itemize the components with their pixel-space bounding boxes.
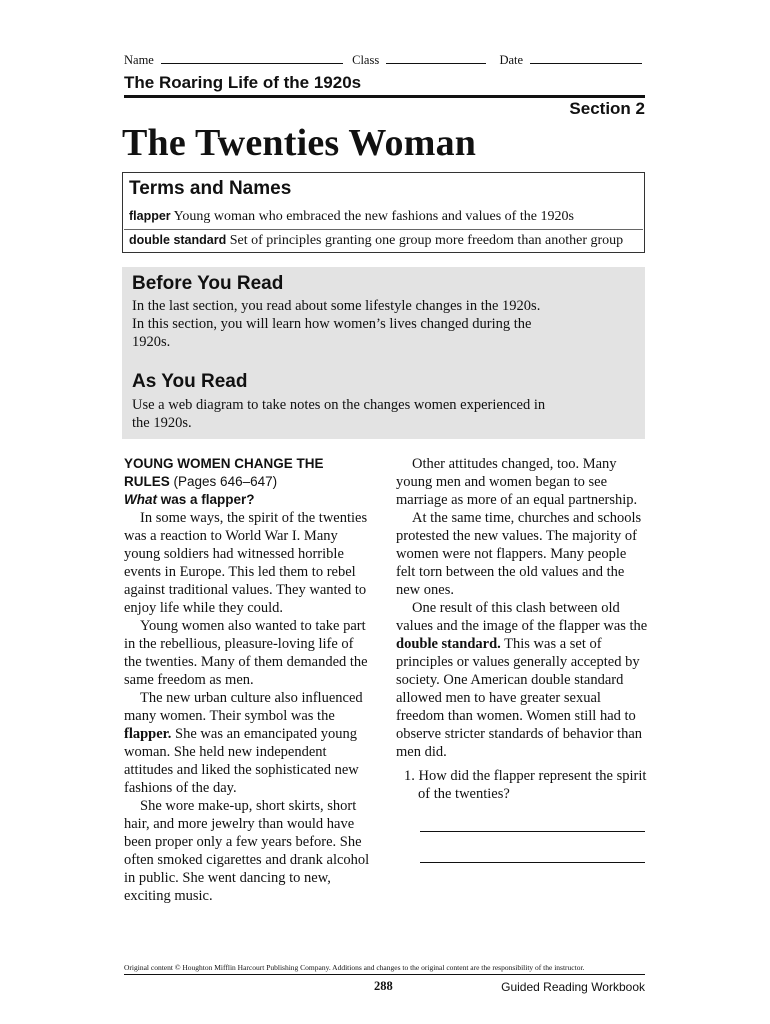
heading-line-2 — [124, 473, 374, 491]
right-column — [396, 455, 648, 803]
term-name: flapper — [129, 209, 171, 223]
unit-title: The Roaring Life of the 1920s — [124, 73, 362, 92]
footer-rule — [124, 974, 645, 975]
paragraph-text: This was a set of principles or values generally accepted by society. One American double standard allowed men to have greater sexual freedom than women. Women still had to observe stricter standards of behavior than men did. — [396, 636, 643, 760]
as-you-read-heading: As You Read — [132, 371, 248, 392]
paragraph: Young women also wanted to take part in the rebellious, pleasure-loving life of the twenties. Many of them demanded the same freedom as men. — [124, 618, 368, 688]
paragraph: She wore make-up, short skirts, short hair, and more jewelry than would have been proper only a few years before. She often smoked cigarettes and drank alcohol in public. She went dancing to new, exciting music. — [124, 798, 370, 904]
name-label: Name — [124, 53, 154, 67]
page-title: The Twenties Woman — [122, 122, 477, 164]
page-number: 288 — [374, 979, 393, 993]
paragraph: At the same time, churches and schools protested the new values. The majority of women were not flappers. Many people felt torn between the old values and the new ones. — [396, 510, 642, 598]
paragraph-text: She was an emancipated young woman. She held new independent attitudes and liked the sophisticated new fashions of the day. — [124, 726, 359, 796]
student-info-line — [124, 52, 642, 68]
paragraph — [124, 689, 374, 797]
question-text: How did the flapper represent the spirit of the twenties? — [418, 768, 647, 802]
date-label: Date — [499, 53, 524, 67]
focus-question — [124, 491, 374, 509]
heading-line: YOUNG WOMEN CHANGE THE — [124, 456, 324, 471]
term-definition: Young woman who embraced the new fashions and values of the 1920s — [173, 209, 574, 224]
question-emphasis: What — [124, 492, 157, 507]
terms-divider — [124, 229, 643, 230]
header-rule — [124, 95, 645, 98]
section-heading — [124, 455, 374, 491]
pages-reference: (Pages 646–647) — [173, 474, 278, 489]
paragraph: Other attitudes changed, too. Many young men and women began to see marriage as more of an equal partnership. — [396, 456, 638, 508]
text-line: In this section, you will learn how women’s lives changed during the — [132, 316, 532, 332]
section-label: Section 2 — [569, 99, 645, 118]
before-you-read-text — [132, 297, 572, 351]
workbook-title: Guided Reading Workbook — [501, 980, 645, 994]
term-name: double standard — [129, 233, 227, 247]
heading-word: RULES — [124, 474, 170, 489]
left-column — [124, 455, 374, 905]
paragraph: In some ways, the spirit of the twenties was a reaction to World War I. Many young soldiers had witnessed horrible events in Europe. This led them to rebel against traditional values. They wanted to enjoy life while they could. — [124, 510, 368, 616]
terms-heading: Terms and Names — [129, 178, 292, 199]
class-blank[interactable] — [386, 52, 486, 64]
term-definition: Set of principles granting one group more freedom than another group — [229, 233, 624, 248]
reading-guide-panel — [122, 267, 645, 439]
name-blank[interactable] — [161, 52, 343, 64]
key-term: flapper. — [124, 726, 172, 742]
date-blank[interactable] — [530, 52, 642, 64]
text-line: 1920s. — [132, 334, 171, 350]
before-you-read-heading: Before You Read — [132, 273, 284, 294]
text-line: the 1920s. — [132, 415, 192, 431]
answer-line[interactable] — [420, 831, 645, 832]
answer-line[interactable] — [420, 862, 645, 863]
copyright-notice: Original content © Houghton Mifflin Harcourt Publishing Company. Additions and changes to the original content are the responsibility of the instructor. — [124, 963, 585, 972]
paragraph — [396, 599, 648, 761]
question-number: 1. — [404, 768, 415, 784]
review-question — [396, 767, 648, 803]
terms-and-names-box — [122, 172, 645, 253]
term-row — [129, 209, 574, 225]
text-line: Use a web diagram to take notes on the changes women experienced in — [132, 397, 546, 413]
paragraph-text: One result of this clash between old values and the image of the flapper was the — [396, 600, 648, 634]
text-line: In the last section, you read about some lifestyle changes in the 1920s. — [132, 298, 541, 314]
term-row — [129, 233, 623, 249]
as-you-read-text — [132, 396, 572, 432]
class-label: Class — [352, 53, 380, 67]
paragraph-text: The new urban culture also influenced many women. Their symbol was the — [124, 690, 363, 724]
key-term: double standard. — [396, 636, 501, 652]
question-text: was a flapper? — [157, 492, 255, 507]
